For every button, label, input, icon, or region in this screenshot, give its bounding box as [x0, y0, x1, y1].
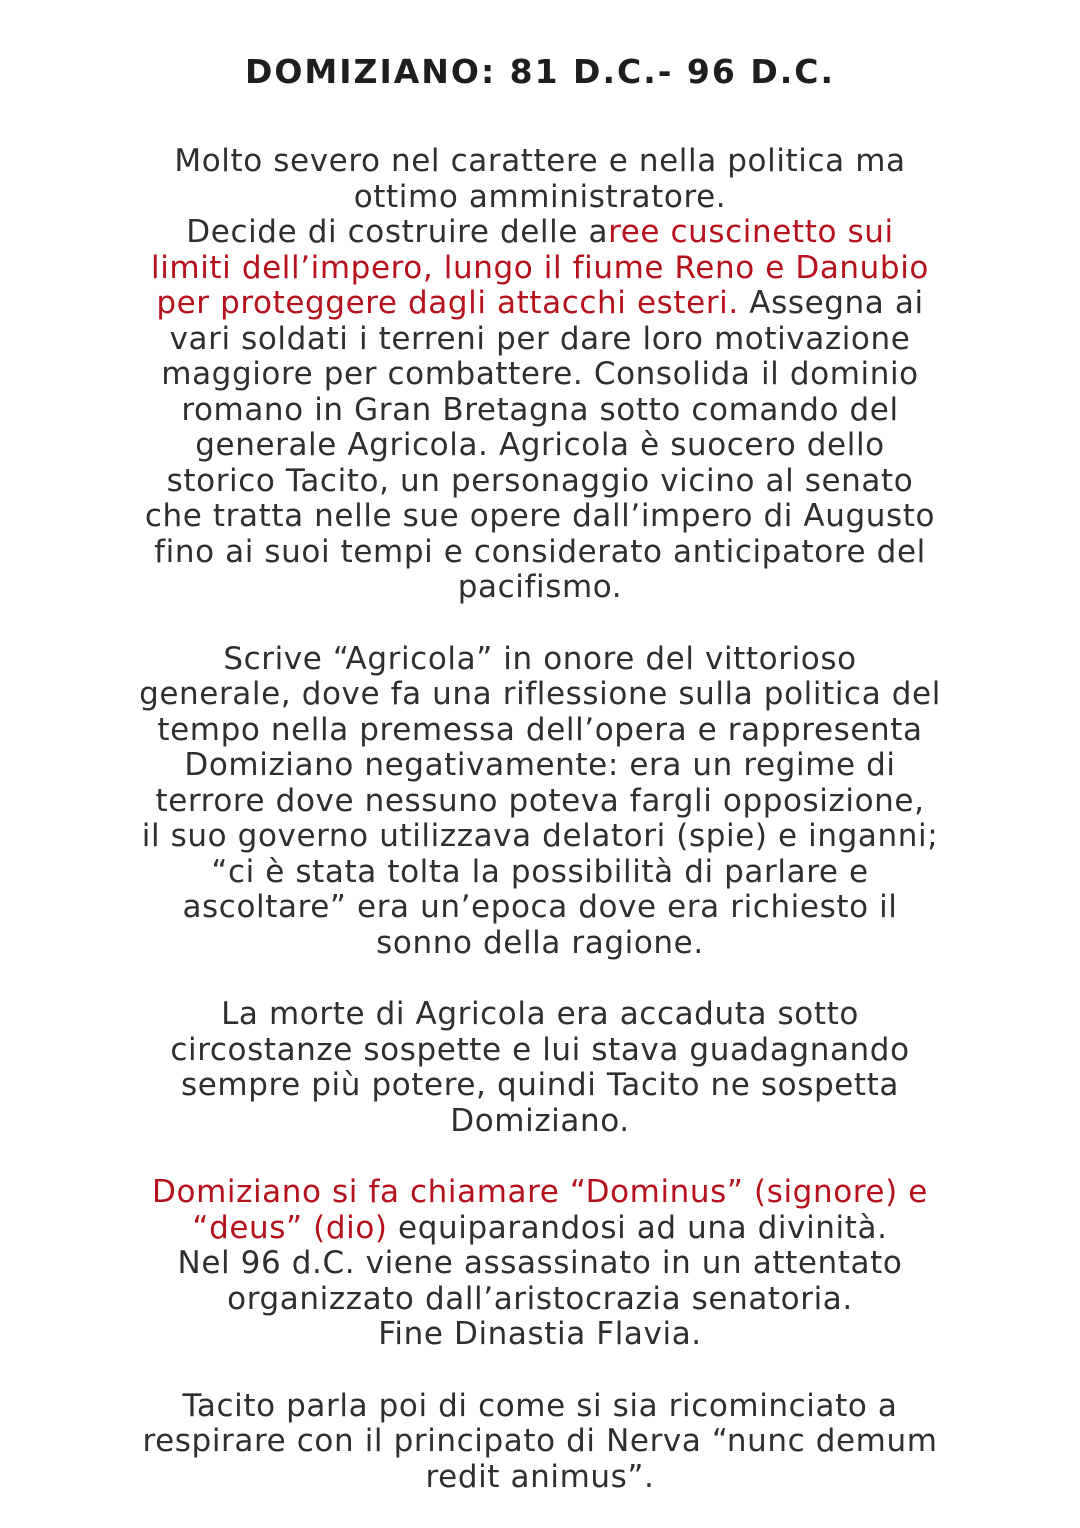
text-line: storico Tacito, un personaggio vicino al senato: [166, 462, 914, 499]
text-line: sonno della ragione.: [376, 924, 704, 961]
text-line: [96, 1211, 984, 1247]
highlight-text: “deus” (dio): [192, 1209, 388, 1246]
text-line: [96, 286, 984, 322]
page-title: DOMIZIANO: 81 D.C.- 96 D.C.: [244, 52, 836, 91]
text-line: il suo governo utilizzava delatori (spie) e inganni;: [141, 818, 939, 854]
paragraph-morte-agricola: [96, 997, 984, 1139]
highlight-text: ree cuscinetto sui: [608, 214, 894, 250]
text-line: Fine Dinastia Flavia.: [378, 1316, 702, 1352]
paragraph-agricola-opera: [96, 642, 984, 962]
text-line: redit animus”.: [425, 1458, 655, 1495]
text-line: La morte di Agricola era accaduta sotto: [221, 996, 859, 1032]
text-line: Domiziano negativamente: era un regime di: [184, 747, 896, 783]
text-line: generale Agricola. Agricola è suocero dello: [195, 427, 885, 463]
text-line: fino ai suoi tempi e considerato anticipatore del: [154, 533, 926, 570]
paragraph-dominus-deus: [96, 1175, 984, 1353]
text-line: “ci è stata tolta la possibilità di parlare e: [211, 853, 869, 890]
highlight-text: Domiziano si fa chiamare “Dominus” (signore) e: [152, 1174, 928, 1210]
text-line: circostanze sospette e lui stava guadagnando: [170, 1031, 910, 1068]
paragraph-nerva: [96, 1389, 984, 1496]
text-line: Domiziano.: [450, 1102, 630, 1139]
text-line: [96, 215, 984, 251]
text-line: che tratta nelle sue opere dall’impero di Augusto: [144, 498, 936, 534]
text-line: tempo nella premessa dell’opera e rappresenta: [157, 711, 923, 748]
text-line: ascoltare” era un’epoca dove era richiesto il: [182, 889, 898, 925]
text-line: Tacito parla poi di come si sia ricominciato a: [182, 1387, 898, 1424]
text-segment: Decide di costruire delle a: [186, 214, 609, 250]
text-line: terrore dove nessuno poteva fargli opposizione,: [155, 782, 925, 819]
paragraph-domiziano-governo: [96, 144, 984, 606]
text-segment: equiparandosi ad una divinità.: [387, 1209, 888, 1246]
text-line: sempre più potere, quindi Tacito ne sospetta: [180, 1067, 900, 1103]
text-line: vari soldati i terreni per dare loro motivazione: [169, 320, 911, 357]
text-line: organizzato dall’aristocrazia senatoria.: [227, 1280, 853, 1317]
text-line: generale, dove fa una riflessione sulla politica del: [139, 676, 941, 712]
text-segment: Assegna ai: [738, 285, 924, 321]
text-line: Nel 96 d.C. viene assassinato in un attentato: [177, 1245, 903, 1281]
text-line: Scrive “Agricola” in onore del vittorioso: [223, 640, 857, 677]
highlight-text: limiti dell’impero, lungo il fiume Reno e Danubio: [150, 249, 929, 286]
highlight-text: per proteggere dagli attacchi esteri.: [156, 285, 739, 321]
text-line: maggiore per combattere. Consolida il dominio: [161, 356, 919, 392]
text-line: respirare con il principato di Nerva “nunc demum: [142, 1423, 938, 1459]
text-line: romano in Gran Bretagna sotto comando del: [181, 391, 899, 428]
text-line: Molto severo nel carattere e nella politica ma: [174, 143, 906, 179]
text-line: ottimo amministratore.: [353, 178, 727, 215]
text-line: pacifismo.: [457, 569, 623, 605]
